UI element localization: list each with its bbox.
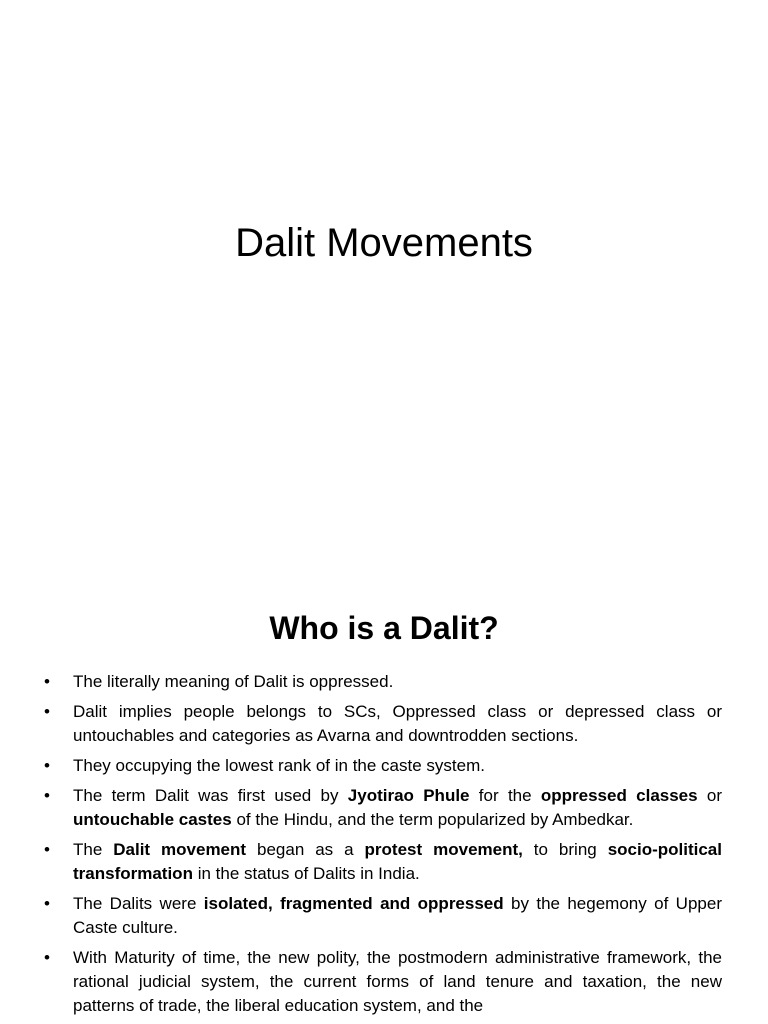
bullet-text: They occupying the lowest rank of in the caste system. [73,756,485,775]
bullet-item [44,892,722,940]
bullet-text: The term Dalit was first used by [73,786,348,805]
bullet-bold-text: Dalit movement [113,840,247,859]
bullet-text: began as a [246,840,365,859]
bullet-bold-text: isolated, fragmented and oppressed [203,894,504,913]
bullet-item [44,946,722,1018]
bullet-text: The literally meaning of Dalit is oppressed. [73,672,394,691]
bullet-text: The Dalits were [73,894,204,913]
bullet-text: by the hegemony of Upper Caste culture. [73,894,722,937]
bullet-text: or [697,786,723,805]
bullet-item [44,670,722,694]
bullet-icon: • [44,786,50,805]
bullet-icon: • [44,672,50,691]
section-heading: Who is a Dalit? [269,610,499,646]
bullet-text: Dalit implies people belongs to SCs, Oppressed class or depressed class or untouchables and categories as Avarna and downtrodden sections. [73,702,722,745]
bullet-bold-text: protest movement, [364,840,523,859]
bullet-text: The [73,840,114,859]
slide-title: Dalit Movements [235,221,533,265]
bullet-bold-text: socio-political transformation [73,840,722,883]
bullet-icon: • [44,756,50,775]
bullet-text: in the status of Dalits in India. [192,864,420,883]
bullet-item [44,838,722,886]
bullet-item [44,700,722,748]
bullet-text: of the Hindu, and the term popularized by Ambedkar. [231,810,634,829]
bullet-icon: • [44,702,50,721]
bullet-item [44,784,722,832]
bullet-text: to bring [522,840,608,859]
bullet-icon: • [44,894,50,913]
bullet-text: With Maturity of time, the new polity, the postmodern administrative framework, the rational judicial system, the current forms of land tenure and taxation, the new patterns of trade, the liberal education system, and the [73,948,722,1015]
bullet-bold-text: untouchable castes [73,810,232,829]
bullet-bold-text: Jyotirao Phule [347,786,470,805]
bullet-bold-text: oppressed classes [540,786,698,805]
bullet-text: for the [469,786,541,805]
bullet-item [44,754,722,778]
bullet-list [44,670,722,1024]
bullet-icon: • [44,948,50,967]
bullet-icon: • [44,840,50,859]
